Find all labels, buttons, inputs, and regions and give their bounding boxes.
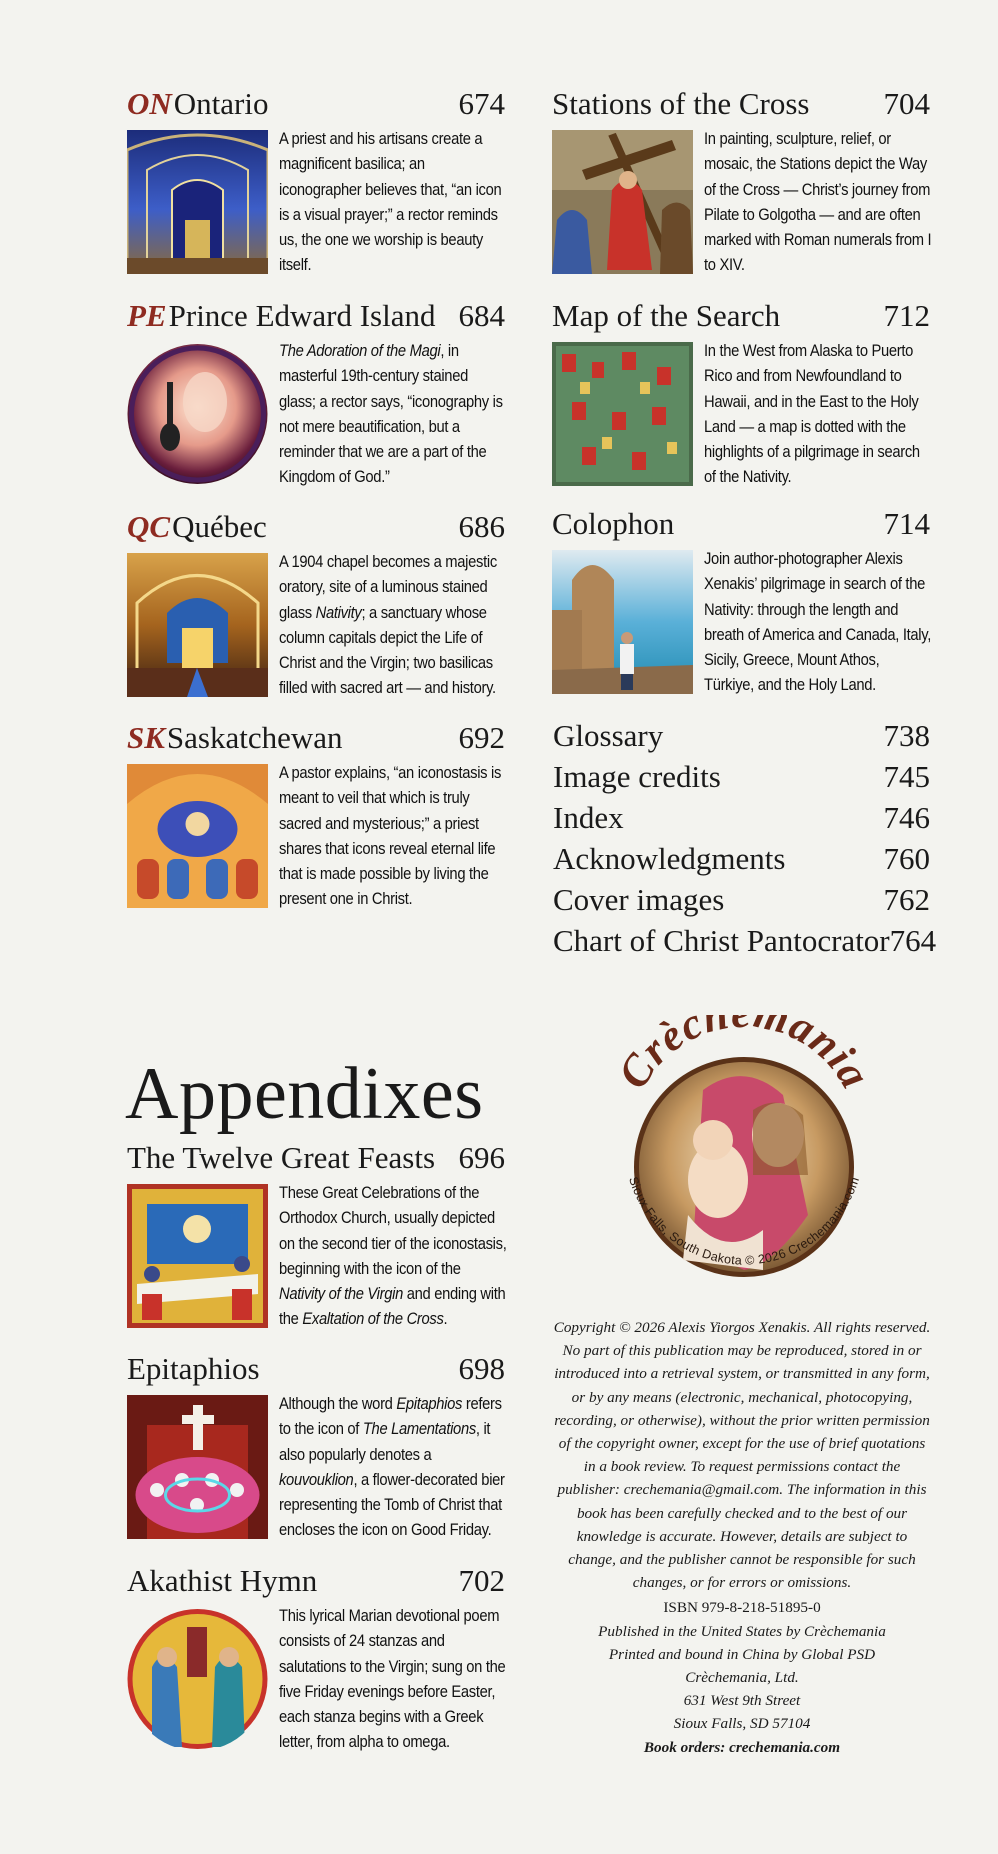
entry-title: Saskatchewan bbox=[166, 720, 343, 755]
logo-name: Crèch mania bbox=[613, 1015, 875, 1097]
text-span: Join author-photographer Alexis Xenakis’ pilgrimage in search of the Nativity: through the length and breath of America and Canada, Italy, Sicily, Greece, Mount Athos, Türkiye, and the Holy Land. bbox=[704, 550, 932, 695]
text-span: . bbox=[443, 1310, 448, 1329]
epitaphios-photo bbox=[127, 1395, 268, 1539]
entry-description bbox=[279, 1604, 507, 1756]
entry-page: 686 bbox=[458, 509, 505, 544]
back-matter-list bbox=[553, 715, 937, 961]
toc-row bbox=[553, 879, 930, 920]
province-abbr: SK bbox=[127, 720, 165, 755]
entry-description bbox=[279, 127, 507, 279]
italic-text: Exaltation of the Cross bbox=[302, 1310, 444, 1329]
text-span: A pastor explains, “an iconostasis is meant to veil that which is truly sacred and mysterious;” a priest shares that icons reveal eternal life that is made possible by living the present one in Christ. bbox=[279, 764, 502, 909]
feast-icon-image bbox=[127, 1184, 268, 1328]
toc-label: Index bbox=[553, 800, 624, 835]
appendixes-heading: Appendixes bbox=[125, 1053, 484, 1135]
text-span: In the West from Alaska to Puerto Rico and from Newfoundland to Hawaii, and in the East to the Holy Land — a map is dotted with the highlights of a pilgrimage in search of the Nativity. bbox=[704, 342, 920, 487]
entry-description bbox=[704, 127, 932, 279]
entry-title: The Twelve Great Feasts bbox=[127, 1140, 436, 1175]
stations-painting bbox=[552, 130, 693, 274]
entry-page: 684 bbox=[458, 298, 505, 333]
entry-map-of-the-search bbox=[552, 298, 930, 487]
italic-text: Epitaphios bbox=[396, 1395, 463, 1413]
text-span: , it also popularly denotes a bbox=[279, 1420, 491, 1464]
toc-page: 764 bbox=[889, 923, 937, 958]
italic-text: kouvouklion bbox=[279, 1470, 354, 1489]
entry-title: Colophon bbox=[552, 506, 675, 541]
entry-page: 702 bbox=[458, 1563, 505, 1598]
copyright-block bbox=[552, 1316, 932, 1759]
entry-page: 704 bbox=[883, 86, 930, 121]
text-span: Although the word bbox=[279, 1395, 397, 1413]
toc-row bbox=[553, 715, 930, 756]
street-address: 631 West 9th Street bbox=[683, 1692, 801, 1710]
crechemania-logo bbox=[613, 1015, 875, 1305]
entry-title: Québec bbox=[172, 509, 267, 544]
entry-page: 712 bbox=[883, 298, 930, 333]
toc-row bbox=[553, 838, 930, 879]
entry-title: Epitaphios bbox=[127, 1351, 260, 1386]
author-photo bbox=[552, 550, 693, 694]
toc-row bbox=[553, 920, 937, 961]
province-abbr: PE bbox=[127, 298, 167, 333]
entry-description bbox=[279, 1181, 507, 1333]
entry-title: Ontario bbox=[173, 86, 269, 121]
text-span: A 1904 chapel becomes a majestic oratory, site of a luminous stained glass bbox=[279, 553, 497, 622]
text-span: and ending with the bbox=[279, 1285, 506, 1329]
toc-page: 762 bbox=[883, 882, 930, 917]
entry-page: 698 bbox=[458, 1351, 505, 1386]
text-span: , a flower-decorated bier representing the Tomb of Christ that encloses the icon on Good Friday. bbox=[279, 1470, 505, 1540]
text-span: refers to the icon of bbox=[279, 1395, 502, 1439]
toc-label: Cover images bbox=[553, 882, 725, 917]
map-image bbox=[552, 342, 693, 486]
entry-title: Prince Edward Island bbox=[168, 298, 436, 333]
toc-label: Acknowledgments bbox=[553, 841, 786, 876]
basilica-photo bbox=[127, 130, 268, 274]
text-span: This lyrical Marian devotional poem consists of 24 stanzas and salutations to the Virgin; sung on the five Friday evenings before Easter, each stanza begins with a Greek letter, from alpha to omega. bbox=[279, 1607, 506, 1752]
italic-text: The Adoration of the Magi bbox=[279, 342, 441, 360]
toc-page: 760 bbox=[883, 841, 930, 876]
entry-ontario bbox=[127, 86, 505, 275]
entry-description bbox=[279, 550, 507, 702]
entry-page: 714 bbox=[883, 506, 930, 541]
isbn: ISBN 979-8-218-51895-0 bbox=[663, 1599, 821, 1617]
entry-twelve-great-feasts bbox=[127, 1140, 507, 1329]
entry-akathist-hymn bbox=[127, 1563, 506, 1752]
toc-row bbox=[553, 756, 930, 797]
entry-title: Map of the Search bbox=[552, 298, 781, 333]
entry-description bbox=[704, 339, 932, 491]
entry-colophon bbox=[552, 506, 932, 695]
toc-page: 745 bbox=[883, 759, 930, 794]
toc-label: Chart of Christ Pantocrator bbox=[553, 923, 890, 958]
italic-text: The Lamentations bbox=[362, 1420, 476, 1439]
iconostasis-photo bbox=[127, 764, 268, 908]
text-span: ; a sanctuary whose column capitals depict the Life of Christ and the Virgin; two basilicas filled with sacred art — and history. bbox=[279, 603, 496, 698]
copyright-notice: Copyright © 2026 Alexis Yiorgos Xenakis. All rights reserved. No part of this publication may be reproduced, stored in or introduced into a retrieval system, or transmitted in any form, or by any means (electronic, mechanical, photocopying, recording, or otherwise), without the prior written permission of the copyright owner, except for the use of brief quotations in a book review. To request permissions contact the publisher: crechemania@gmail.com. The information in this book has been carefully checked and to the best of our knowledge is accurate. However, details are subject to change, and the publisher cannot be responsible for such changes, or for errors or omissions. bbox=[553, 1319, 931, 1592]
text-span: A priest and his artisans create a magnificent basilica; an iconographer believes that, “an icon is a visual prayer;” a rector reminds us, the one we worship is beauty itself. bbox=[279, 130, 502, 275]
toc-row bbox=[553, 797, 930, 838]
province-abbr: QC bbox=[127, 509, 171, 544]
entry-page: 674 bbox=[458, 86, 505, 121]
entry-page: 696 bbox=[458, 1140, 505, 1175]
entry-page: 692 bbox=[458, 720, 505, 755]
company-name: Crèchemania, Ltd. bbox=[685, 1669, 799, 1687]
text-span: These Great Celebrations of the Orthodox Church, usually depicted on the second tier of the iconostasis, beginning with the icon of the bbox=[279, 1184, 507, 1278]
toc-label: Glossary bbox=[553, 718, 664, 753]
akathist-icon-image bbox=[127, 1607, 268, 1751]
text-span: In painting, sculpture, relief, or mosaic, the Stations depict the Way of the Cross — Christ’s journey from Pilate to Golgotha — and are often marked with Roman numerals from I to XIV. bbox=[704, 130, 932, 275]
toc-page: 746 bbox=[883, 800, 930, 835]
italic-text: Nativity bbox=[315, 603, 362, 622]
entry-description bbox=[279, 761, 507, 913]
printed-line: Printed and bound in China by Global PSD bbox=[608, 1645, 876, 1663]
stained-glass-photo bbox=[127, 342, 268, 486]
toc-page: 738 bbox=[883, 718, 930, 753]
province-abbr: ON bbox=[127, 86, 172, 121]
entry-prince-edward-island bbox=[127, 298, 505, 487]
oratory-photo bbox=[127, 553, 268, 697]
entry-title: Stations of the Cross bbox=[552, 86, 810, 121]
entry-saskatchewan bbox=[127, 720, 505, 909]
entry-stations-of-the-cross bbox=[552, 86, 932, 275]
book-orders: Book orders: crechemania.com bbox=[643, 1738, 841, 1756]
entry-quebec bbox=[127, 509, 505, 698]
published-line: Published in the United States by Crèchemania bbox=[598, 1622, 886, 1640]
text-span: , in masterful 19th-century stained glass; a rector says, “iconography is not mere beautification, but a reminder that we are a part of the Kingdom of God.” bbox=[279, 342, 503, 487]
italic-text: Nativity of the Virgin bbox=[279, 1285, 403, 1304]
entry-title: Akathist Hymn bbox=[127, 1563, 318, 1598]
entry-description bbox=[279, 339, 507, 491]
entry-description bbox=[704, 547, 932, 699]
toc-label: Image credits bbox=[553, 759, 721, 794]
entry-epitaphios bbox=[127, 1351, 505, 1540]
city-address: Sioux Falls, SD 57104 bbox=[673, 1715, 811, 1733]
logo-ring-text: Sioux Falls, South Dakota © 2026 Crechemania.com bbox=[625, 1174, 863, 1268]
entry-description bbox=[279, 1392, 507, 1544]
